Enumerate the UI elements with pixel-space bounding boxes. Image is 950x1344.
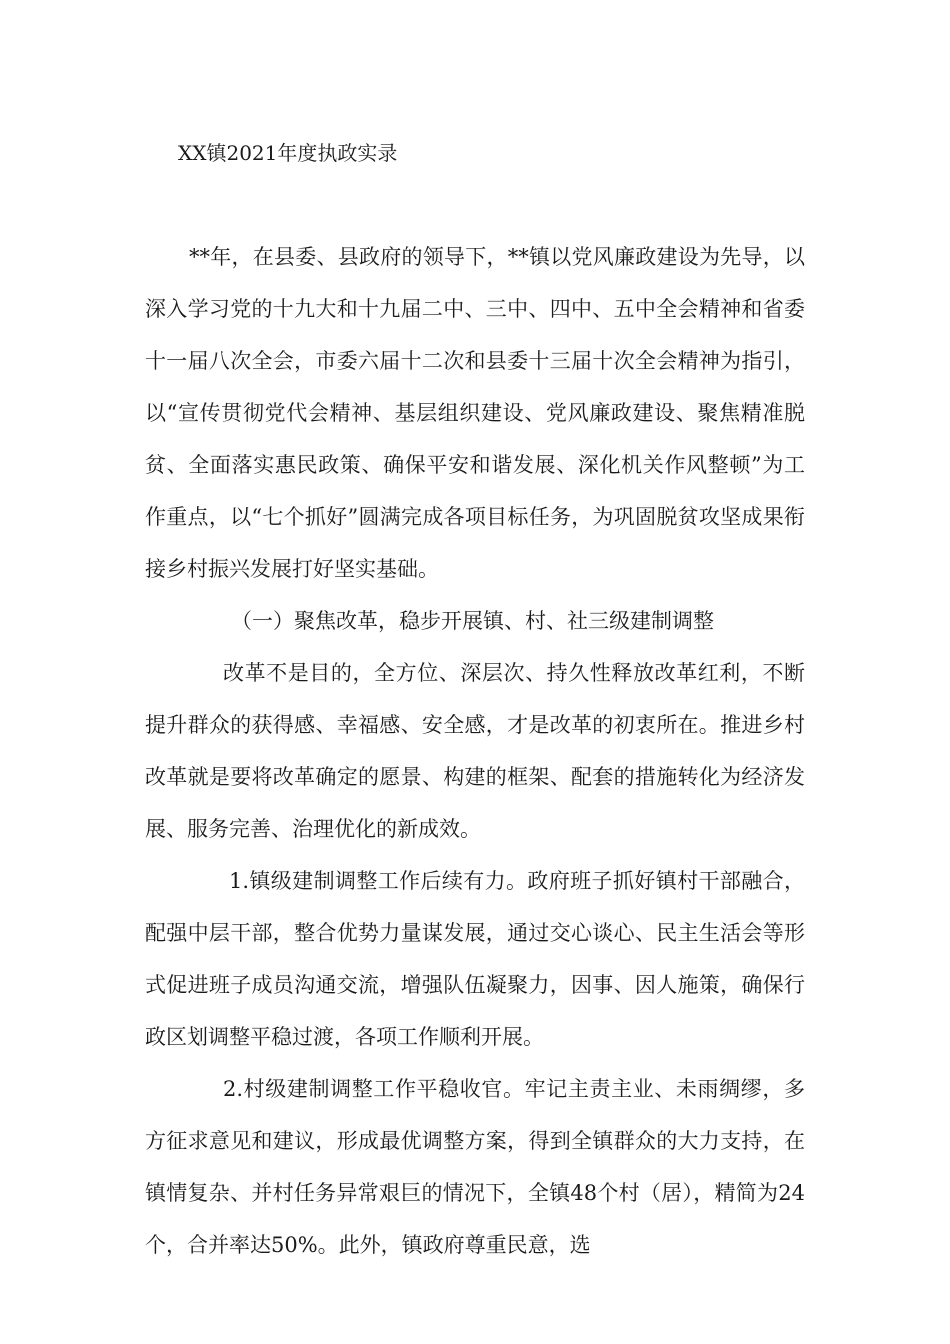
item-1-paragraph: 1.镇级建制调整工作后续有力。政府班子抓好镇村干部融合，配强中层干部，整合优势力量谋发展，通过交心谈心、民主生活会等形式促进班子成员沟通交流，增强队伍凝聚力，因事、因人施策，确保行政区划调整平稳过渡，各项工作顺利开展。	[145, 869, 805, 1049]
document-title: XX镇2021年度执政实录	[178, 141, 398, 165]
section-heading: （一）聚焦改革，稳步开展镇、村、社三级建制调整	[231, 609, 714, 633]
intro-paragraph: **年，在县委、县政府的领导下，**镇以党风廉政建设为先导，以深入学习党的十九大和十九届二中、三中、四中、五中全会精神和省委十一届八次全会，市委六届十二次和县委十三届十次全会精神为指引，以“宣传贯彻党代会精神、基层组织建设、党风廉政建设、聚焦精准脱贫、全面落实惠民政策、确保平安和谐发展、深化机关作风整顿”为工作重点，以“七个抓好”圆满完成各项目标任务，为巩固脱贫攻坚成果衔接乡村振兴发展打好坚实基础。	[145, 245, 805, 581]
item-2-paragraph: 2.村级建制调整工作平稳收官。牢记主责主业、未雨绸缪，多方征求意见和建议，形成最优调整方案，得到全镇群众的大力支持，在镇情复杂、并村任务异常艰巨的情况下，全镇48个村（居），精简为24个，合并率达50%。此外，镇政府尊重民意，选	[145, 1077, 805, 1257]
document-body	[145, 231, 805, 1271]
reform-paragraph: 改革不是目的，全方位、深层次、持久性释放改革红利，不断提升群众的获得感、幸福感、安全感，才是改革的初衷所在。推进乡村改革就是要将改革确定的愿景、构建的框架、配套的措施转化为经济发展、服务完善、治理优化的新成效。	[145, 661, 805, 841]
